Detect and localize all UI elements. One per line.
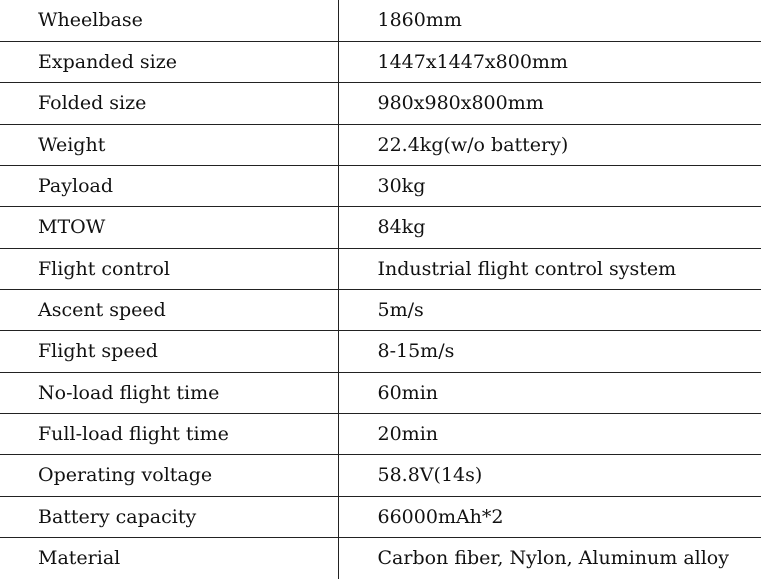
spec-value: 22.4kg(w/o battery) [338, 124, 761, 165]
table-row [0, 331, 761, 372]
spec-value: 980x980x800mm [338, 83, 761, 124]
spec-value: 8-15m/s [338, 331, 761, 372]
spec-label: Material [0, 537, 338, 579]
table-row [0, 413, 761, 454]
table-row [0, 537, 761, 579]
table-row [0, 248, 761, 289]
table-row [0, 289, 761, 330]
table-row [0, 207, 761, 248]
spec-label: Expanded size [0, 41, 338, 82]
spec-label: Battery capacity [0, 496, 338, 537]
spec-value: 60min [338, 372, 761, 413]
table-row [0, 165, 761, 206]
spec-value: 1447x1447x800mm [338, 41, 761, 82]
spec-value: 5m/s [338, 289, 761, 330]
spec-label: Wheelbase [0, 0, 338, 41]
table-row [0, 372, 761, 413]
spec-label: Full-load flight time [0, 413, 338, 454]
table-row [0, 41, 761, 82]
spec-label: Payload [0, 165, 338, 206]
spec-value: 84kg [338, 207, 761, 248]
table-row [0, 496, 761, 537]
spec-label: Ascent speed [0, 289, 338, 330]
spec-label: Operating voltage [0, 455, 338, 496]
spec-value: Carbon fiber, Nylon, Aluminum alloy [338, 537, 761, 579]
table-row [0, 0, 761, 41]
spec-label: Flight control [0, 248, 338, 289]
spec-value: 20min [338, 413, 761, 454]
spec-value: 58.8V(14s) [338, 455, 761, 496]
spec-value: Industrial flight control system [338, 248, 761, 289]
table-row [0, 83, 761, 124]
table-row [0, 124, 761, 165]
spec-label: Flight speed [0, 331, 338, 372]
spec-value: 30kg [338, 165, 761, 206]
table-row [0, 455, 761, 496]
spec-label: Folded size [0, 83, 338, 124]
spec-value: 1860mm [338, 0, 761, 41]
spec-label: Weight [0, 124, 338, 165]
spec-label: MTOW [0, 207, 338, 248]
spec-label: No-load flight time [0, 372, 338, 413]
spec-value: 66000mAh*2 [338, 496, 761, 537]
